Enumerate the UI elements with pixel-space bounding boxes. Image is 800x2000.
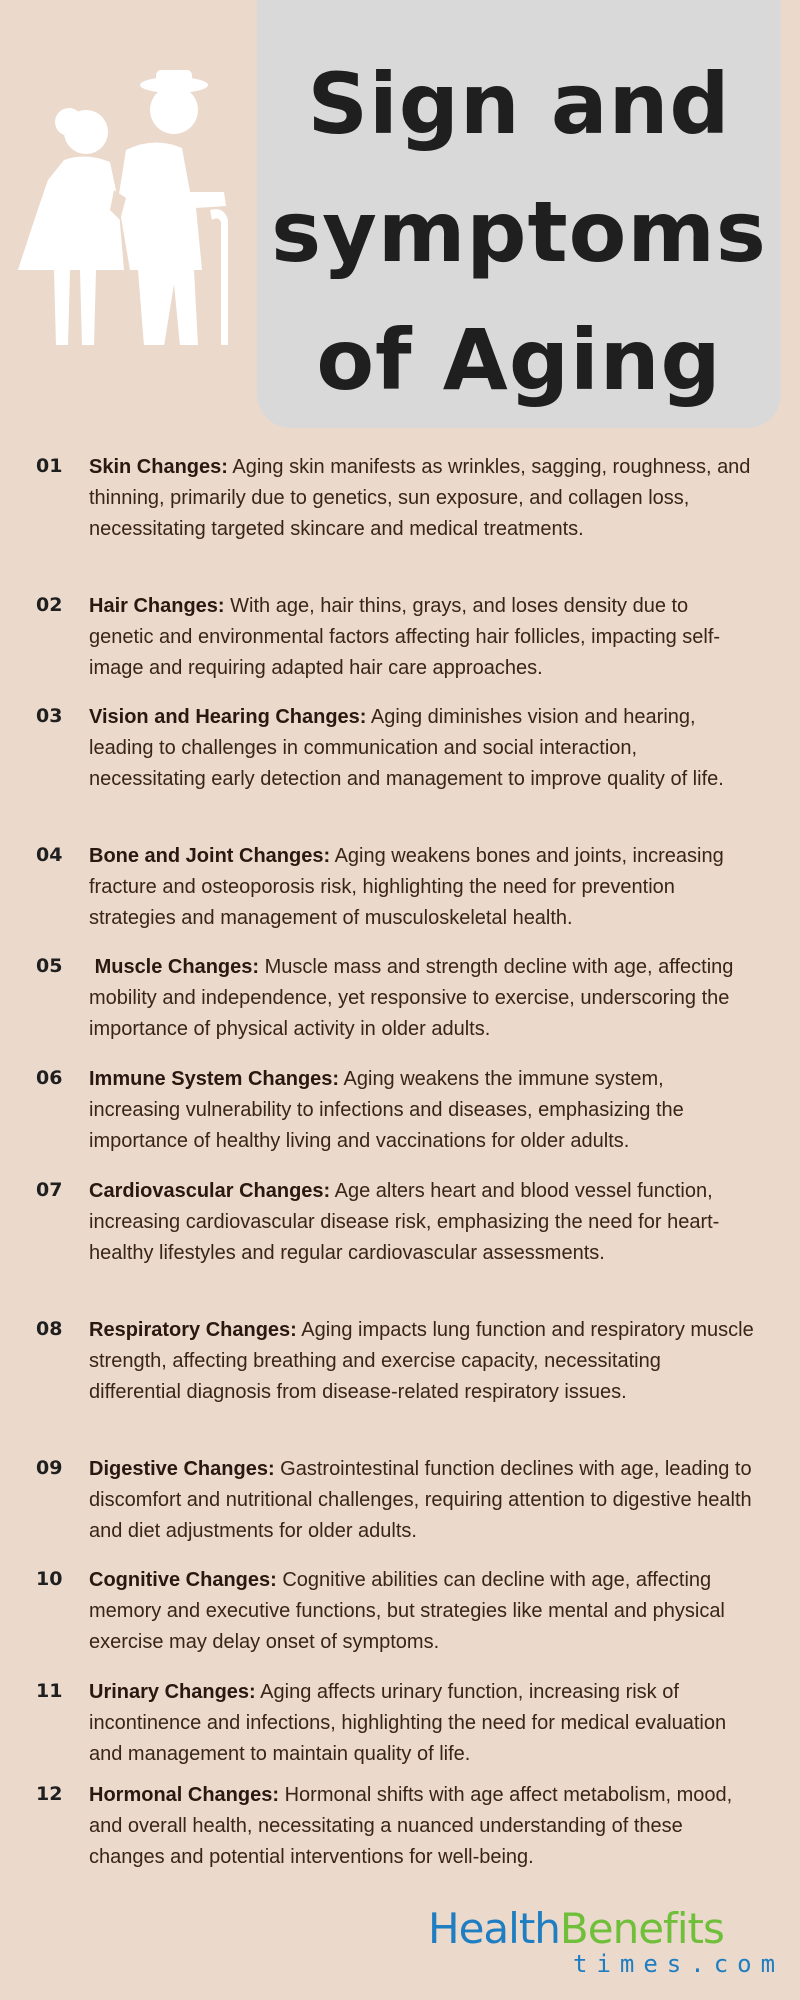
item-text <box>89 1176 755 1269</box>
item-text <box>89 452 755 545</box>
title-line-1: Sign and <box>307 55 731 153</box>
item-text <box>89 1064 755 1157</box>
title-line-2: symptoms <box>271 183 767 281</box>
logo-wordmark <box>428 1906 768 1952</box>
item-number: 07 <box>36 1179 63 1201</box>
item-text <box>89 1677 755 1770</box>
logo-health: Health <box>428 1904 560 1953</box>
item-number: 09 <box>36 1457 63 1479</box>
item-number: 04 <box>36 844 63 866</box>
item-description: Aging weakens bones and joints, increasing fracture and osteoporosis risk, highlighting the need for prevention strategies and management of musculoskeletal health. <box>89 845 724 929</box>
item-label: Hormonal Changes: <box>89 1784 280 1806</box>
item-description: Aging impacts lung function and respiratory muscle strength, affecting breathing and exercise capacity, necessitating differential diagnosis from disease-related respiratory issues. <box>89 1319 754 1403</box>
logo-domain: times.com <box>573 1950 785 1978</box>
item-label: Urinary Changes: <box>89 1681 256 1703</box>
item-description: Hormonal shifts with age affect metabolism, mood, and overall health, necessitating a nuanced understanding of these changes and potential interventions for well-being. <box>89 1784 733 1868</box>
item-label: Digestive Changes: <box>89 1458 275 1480</box>
item-number: 10 <box>36 1568 63 1590</box>
item-description: With age, hair thins, grays, and loses density due to genetic and environmental factors affecting hair follicles, impacting self-image and requiring adapted hair care approaches. <box>89 595 721 679</box>
item-label: Muscle Changes: <box>89 956 260 978</box>
item-number: 03 <box>36 705 63 727</box>
item-number: 11 <box>36 1680 63 1702</box>
item-number: 05 <box>36 955 63 977</box>
item-text <box>89 702 755 795</box>
item-description: Gastrointestinal function declines with age, leading to discomfort and nutritional challenges, requiring attention to digestive health and diet adjustments for older adults. <box>89 1458 752 1542</box>
item-text <box>89 1565 755 1658</box>
item-text <box>89 591 755 684</box>
item-description: Aging skin manifests as wrinkles, sagging, roughness, and thinning, primarily due to genetics, sun exposure, and collagen loss, necessitating targeted skincare and medical treatments. <box>89 456 751 540</box>
item-number: 01 <box>36 455 63 477</box>
item-label: Immune System Changes: <box>89 1068 340 1090</box>
item-description: Aging diminishes vision and hearing, leading to challenges in communication and social interaction, necessitating early detection and management to improve quality of life. <box>89 706 724 790</box>
healthbenefits-logo <box>428 1904 785 1978</box>
item-text <box>89 1315 755 1408</box>
logo-benefits: Benefits <box>559 1904 724 1953</box>
page-title <box>257 40 781 424</box>
item-label: Cognitive Changes: <box>89 1569 277 1591</box>
item-label: Bone and Joint Changes: <box>89 845 331 867</box>
item-description: Muscle mass and strength decline with age, affecting mobility and independence, yet responsive to exercise, underscoring the importance of physical activity in older adults. <box>89 956 734 1040</box>
item-label: Hair Changes: <box>89 595 225 617</box>
item-number: 02 <box>36 594 63 616</box>
item-number: 12 <box>36 1783 63 1805</box>
item-number: 06 <box>36 1067 63 1089</box>
item-text <box>89 952 755 1045</box>
item-label: Respiratory Changes: <box>89 1319 297 1341</box>
item-label: Cardiovascular Changes: <box>89 1180 331 1202</box>
item-description: Cognitive abilities can decline with age, affecting memory and executive functions, but strategies like mental and physical exercise may delay onset of symptoms. <box>89 1569 725 1653</box>
item-description: Aging affects urinary function, increasing risk of incontinence and infections, highlighting the need for medical evaluation and management to maintain quality of life. <box>89 1681 727 1765</box>
item-text <box>89 1454 755 1547</box>
elderly-couple-icon <box>14 70 244 345</box>
title-line-3: of Aging <box>316 311 722 409</box>
item-description: Aging weakens the immune system, increasing vulnerability to infections and diseases, emphasizing the importance of healthy living and vaccinations for older adults. <box>89 1068 684 1152</box>
item-label: Vision and Hearing Changes: <box>89 706 367 728</box>
item-number: 08 <box>36 1318 63 1340</box>
item-label: Skin Changes: <box>89 456 228 478</box>
item-description: Age alters heart and blood vessel function, increasing cardiovascular disease risk, emphasizing the need for heart-healthy lifestyles and regular cardiovascular assessments. <box>89 1180 720 1264</box>
item-text <box>89 841 755 934</box>
item-text <box>89 1780 755 1873</box>
